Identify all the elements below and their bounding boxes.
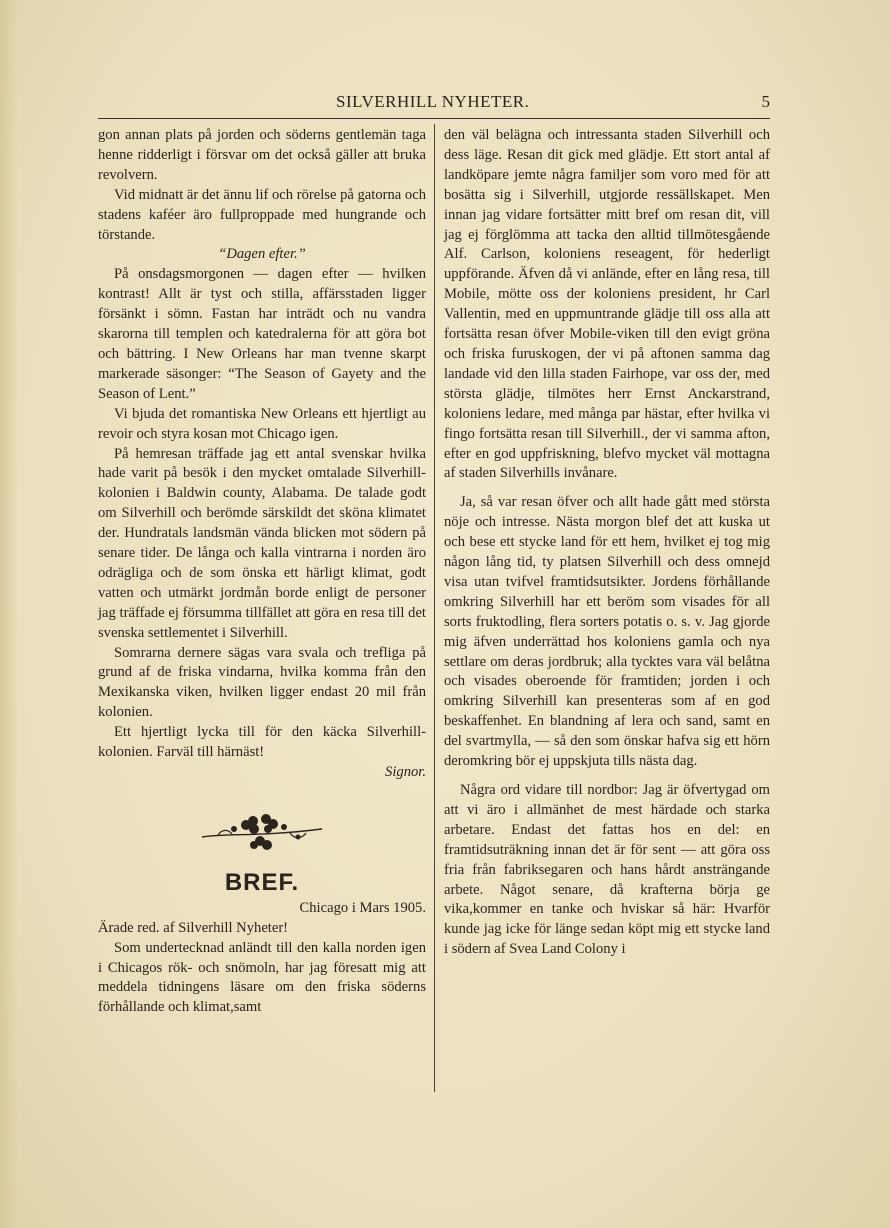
column-divider <box>434 124 435 1092</box>
paragraph: Vi bjuda det romantiska New Orleans ett hjertligt au revoir och styra kosan mot Chicago igen. <box>98 405 426 442</box>
page-header <box>98 92 770 116</box>
salutation: Ärade red. af Silverhill Nyheter! <box>98 919 289 936</box>
signature: Signor. <box>385 764 426 780</box>
dateline: Chicago i Mars 1905. <box>299 899 426 916</box>
paragraph: Somrarna dernere sägas vara svala och trefliga på grund af de friska vindarna, hvilka komma från den Mexikanska viken, hvilken ligger endast 20 mil från kolonien. <box>98 644 426 721</box>
right-column <box>444 126 770 960</box>
paragraph: Några ord vidare till nordbor: Jag är öfvertygad om att vi äro i allmänhet de mest härdade och starka arbetare. Endast det fattas hos en del: en framtidsuträkning innan det är för sent — att göra oss fria från fabriksegaren och hans hårdt ansträngande arbete. Något senare, då krafterna börja ge vika,kommer en tanke och hviskar så här: Hvarför kunde jag icke för länge sedan köpt mig ett stycke land i södern af Svea Land Colony i <box>444 782 770 958</box>
paragraph: Vid midnatt är det ännu lif och rörelse på gatorna och stadens kaféer äro fullproppade med hungrande och törstande. <box>98 186 426 243</box>
paragraph: På hemresan träffade jag ett antal svenskar hvilka hade varit på besök i den mycket omtalade Silverhill-kolonien i Baldwin county, Alabama. De talade godt om Silverhill och berömde särskildt det sköna klimatet der. Hundratals landsmän vända blicken mot södern på senare tider. De långa och kalla vintrarna i norden äro odrägliga och de som önska ett härligt klimat, godt vatten och utmärkt jordmån borde enligt de personer jag träffade ej försumma tillfället att göra en resa till det svenska settlementet i Silverhill. <box>98 445 426 641</box>
clover-flower-ornament-icon <box>198 807 326 851</box>
paragraph: Som undertecknad anländt till den kalla norden igen i Chicagos rök- och snömoln, har jag föresatt mig att meddela tidningens läsare om den friska söderns förhållande och klimat,samt <box>98 939 426 1016</box>
paragraph: På onsdagsmorgonen — dagen efter — hvilken kontrast! Allt är tyst och stilla, affärsstaden ligger försänkt i sömn. Fastan har inträdt och nu vandra skarorna till templen och katedralerna för att göra bot och bättring. I New Orleans har man tvenne skarpt markerade säsonger: “The Season of Gayety and the Season of Lent.” <box>98 266 426 402</box>
page-number: 5 <box>761 92 770 111</box>
subheading: “Dagen efter.” <box>218 246 306 263</box>
header-rule <box>98 118 770 119</box>
paragraph: den väl belägna och intressanta staden Silverhill och dess läge. Resan dit gick med glädje. Ett stort antal af landköpare jemte några familjer som voro med för att bosätta sig i Silverhill, utgjorde ressällskapet. Men innan jag vidare fortsätter mitt bref om resan dit, vill jag ej förglömma att tacka den alltid tillmötesgående Alf. Carlson, koloniens reseagent, för hederligt uppförande. Äfven då vi anlände, efter en lång resa, till Mobile, mötte oss der koloniens president, hr Carl Vallentin, med en uppmuntrande glädje till oss alla att fortsätta resan öfver Mobile-viken till den evigt gröna och friska furuskogen, der vi på aftonen samma dag landade vid den lilla staden Fairhope, var oss der, med största glädje, tilmötes herr Ernst Anckarstrand, koloniens ledare, med många par hästar, efter hvilka vi fingo fortsätta resan till Silverhill., der vi samma afton, efter en god uppfriskning, blefvo mycket väl mottagna af staden Silverhills invånare. <box>444 127 770 482</box>
paragraph: Ett hjertligt lycka till för den käcka Silverhill-kolonien. Farväl till härnäst! <box>98 724 426 761</box>
paragraph: gon annan plats på jorden och söderns gentlemän taga henne ridderligt i försvar om det också gäller att bruka revolvern. <box>98 127 426 183</box>
paragraph: Ja, så var resan öfver och allt hade gått med största nöje och intresse. Nästa morgon blef det att kuska ut och bese ett stycke land för ett hem, hvilket ej tog mig någon lång tid, ty platsen Silverhill och dess omnejd visa utan tvifvel framtidsutsikter. Jordens förhållande omkring Silverhill har ett beröm som visades för all sorts fruktodling, flera sorters potatis o. s. v. Jag gjorde mig äfven underrättad hos koloniens gamla och nya settlare om deras jordbruk; alla tycktes vara väl belåtna och visades oberoende för framtiden; jorden i och omkring Silverhill kan presenteras som af en god beskaffenhet. En blandning af lera och sand, samt en del svartmylla, — så den som önskar hafva sig ett hörn deromkring bör ej uppskjuta tills nästa dag. <box>444 494 770 770</box>
bref-heading: BREF. <box>224 868 300 896</box>
page-fold-shadow <box>0 0 18 1228</box>
newspaper-title: SILVERHILL NYHETER. <box>336 92 530 111</box>
left-column <box>98 126 426 1018</box>
